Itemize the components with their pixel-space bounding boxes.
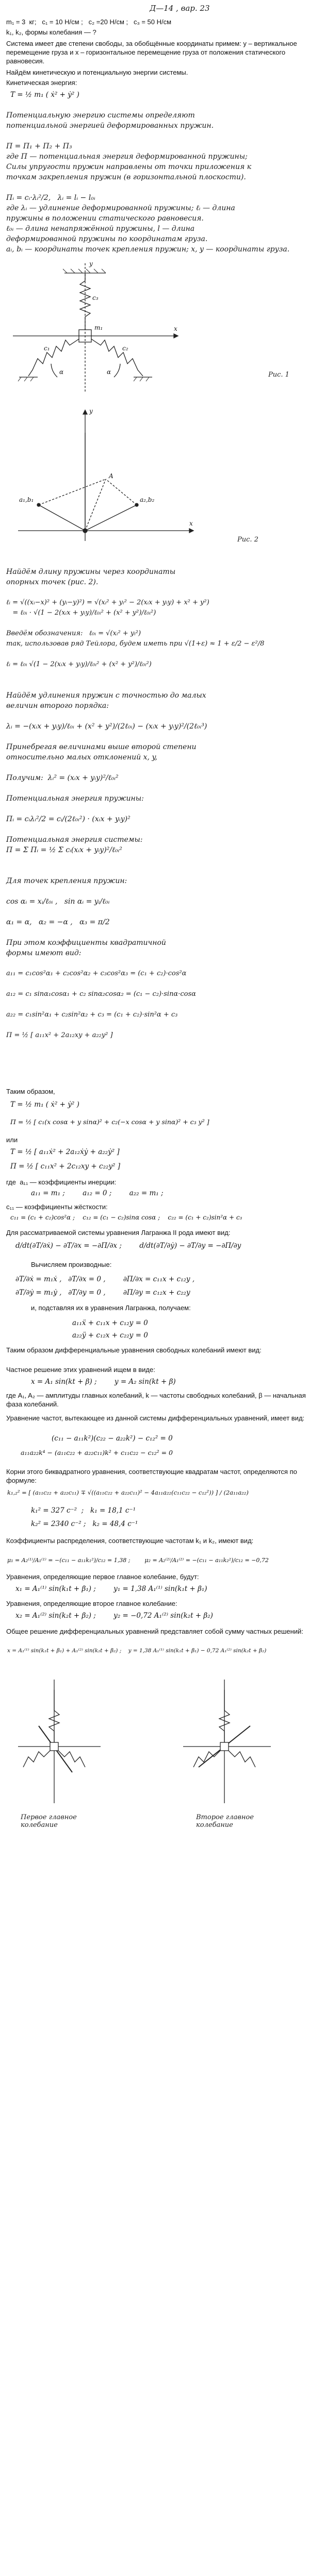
general-intro: Общее решение дифференциальных уравнений представляет собой сумму частных решений: <box>6 1628 303 1635</box>
mass-point <box>83 529 87 533</box>
variant-header: Д—14 , вар. 23 <box>150 4 210 13</box>
derivatives-heading: Вычисляем производные: <box>31 1261 112 1268</box>
differential-equations: a₁₁ẍ + c₁₁x + c₁₂y = 0 a₂₂ÿ + c₁₂x + c₂₂y = 0 <box>72 1319 148 1340</box>
first-mode-intro: Уравнения, определяющие первое главное колебание, будут: <box>6 1573 199 1581</box>
angle-arc-right <box>114 364 120 377</box>
label2-y: y <box>89 408 93 415</box>
handwriting-spring-length: Найдём длину пружины через координаты опорных точек (рис. 2). <box>6 568 176 586</box>
second-mode: x₂ = A₁⁽²⁾ sin(k₂t + β₂) ; y₂ = −0,72 A₁⁽²⁾ sin(k₂t + β₂) <box>15 1612 213 1620</box>
mode1-spring-left <box>23 1747 54 1767</box>
or-word: или <box>6 1136 18 1144</box>
label2-a1b1: a₁,b₁ <box>19 496 34 503</box>
y-axis-2-arrow <box>83 410 87 414</box>
deformed-c2 <box>106 479 137 505</box>
mode-1-caption: Первое главное колебание <box>21 1814 77 1829</box>
label2-A: A <box>109 472 113 480</box>
first-mode: x₁ = A₁⁽¹⁾ sin(k₁t + β₁) ; y₁ = 1,38 A₁⁽¹⁾ sin(k₁t + β₁) <box>15 1585 207 1593</box>
intro-text: Система имеет две степени свободы, за обобщённые координаты примем: y – вертикальное перемещение груза и x – горизонтальное перемещение груза от положения статического равновесия. <box>6 40 299 65</box>
handwriting-elongation: Найдём удлинения пружин с точностью до малых величин второго порядка: λᵢ = −(xᵢx + yᵢy)/ℓ₀ᵢ + (x² + y²)/(2ℓ₀ᵢ) − (xᵢx + yᵢy)²/(2ℓ₀ᵢ³) Принебрегая величинами выше второй степени относительно малых отклонений x, y, Получим: λᵢ² = (xᵢx + yᵢy)²/ℓ₀ᵢ² Потенциальная энергия пружины: Пᵢ = cᵢλᵢ²/2 = cᵢ/(2ℓ₀ᵢ²) · (xᵢx + yᵢy)² Потенциальная энергия системы: П = Σ Пᵢ = ½ Σ cᵢ(xᵢx + yᵢy)²/ℓ₀ᵢ² <box>6 691 207 854</box>
spring-line-c1 <box>39 505 85 531</box>
kinetic-heading: Кинетическая энергия: <box>6 79 77 87</box>
k2-value: k₂² = 2340 с⁻² ; k₂ = 48,4 с⁻¹ <box>31 1520 138 1528</box>
mode-2-caption: Второе главное колебание <box>196 1814 254 1829</box>
spring-c1 <box>28 339 79 376</box>
summary-heading: Таким образом, <box>6 1088 55 1095</box>
figure-1-diagram <box>8 258 317 402</box>
lagrange-equations: d/dt(∂T/∂ẋ) − ∂T/∂x = −∂П/∂x ; d/dt(∂T/∂ẏ) − ∂T/∂y = −∂П/∂y <box>15 1242 241 1250</box>
label-x: x <box>174 325 177 332</box>
label2-a2b2: a₂,b₂ <box>140 496 155 503</box>
mode1-mass <box>50 1742 58 1751</box>
find-line: k₁, k₂, формы колебания — ? <box>6 28 96 36</box>
summary-p: П = ½ [ c₁(x cosα + y sinα)² + c₂(−x cosα + y sinα)² + c₃ y² ] <box>10 1118 209 1126</box>
distribution-intro: Коэффициенты распределения, соответствующие частотам k₁ и k₂, имеют вид: <box>6 1537 254 1545</box>
solution-form-intro: Частное решение этих уравнений ищем в виде: <box>6 1366 155 1374</box>
label-c1: c₁ <box>44 345 50 352</box>
second-mode-intro: Уравнения, определяющие второе главное колебание: <box>6 1600 177 1607</box>
p-quadratic: П = ½ [ c₁₁x² + 2c₁₂xy + c₂₂y² ] <box>10 1162 120 1171</box>
k1-value: k₁² = 327 с⁻² ; k₁ = 18,1 с⁻¹ <box>31 1506 136 1515</box>
label2-x: x <box>189 520 193 527</box>
roots-formula: k₁,₂² = [ (a₁₁c₂₂ + a₂₂c₁₁) ∓ √((a₁₁c₂₂ + a₂₂c₁₁)² − 4a₁₁a₂₂(c₁₁c₂₂ − c₁₂²)) ] / (2a₁₁a₂₂) <box>7 1489 249 1496</box>
frequency-equation-intro: Уравнение частот, вытекающее из данной системы дифференциальных уравнений, имеет вид: <box>6 1414 305 1422</box>
figure-2-caption: Рис. 2 <box>237 536 258 544</box>
stiffness-values: c₁₁ = (c₁ + c₂)cos²α ; c₁₂ = (c₁ − c₂)sinα cosα ; c₂₂ = (c₁ + c₂)sin²α + c₃ <box>10 1214 242 1221</box>
t-quadratic: T = ½ [ a₁₁ẋ² + 2a₁₂ẋẏ + a₂₂ẏ² ] <box>10 1148 120 1156</box>
solution-form: x = A₁ sin(kt + β) ; y = A₂ sin(kt + β) <box>31 1378 176 1386</box>
frequency-equation: (c₁₁ − a₁₁k²)(c₂₂ − a₂₂k²) − c₁₂² = 0 <box>52 1434 173 1443</box>
handwriting-angles: Для точек крепления пружин: cos αᵢ = xᵢ/ℓ₀ᵢ , sin αᵢ = yᵢ/ℓ₀ᵢ α₁ = α, α₂ = −α , α₃ = π/2 При этом коэффициенты квадратичной формы имеют вид: <box>6 877 166 957</box>
summary-t: T = ½ m₁ ( ẋ² + ẏ² ) <box>10 1100 79 1109</box>
x-axis-arrow <box>174 334 178 338</box>
spring-c2 <box>91 339 143 376</box>
frequency-expanded: a₁₁a₂₂k⁴ − (a₁₁c₂₂ + a₂₂c₁₁)k² + c₁₁c₂₂ − c₁₂² = 0 <box>21 1449 173 1456</box>
derivatives: ∂T/∂ẋ = m₁ẋ , ∂T/∂x = 0 , ∂П/∂x = c₁₁x + c₁₂y , ∂T/∂ẏ = m₁ẏ , ∂T/∂y = 0 , ∂П/∂y = c₁₂x + c₂₂y <box>15 1275 195 1297</box>
inertia-note: где a₁₁ — коэффициенты инерции: <box>6 1178 117 1186</box>
label-c3: c₃ <box>92 294 99 301</box>
label-y: y <box>89 260 93 267</box>
roots-intro: Корни этого биквадратного уравнения, соответствующие квадратам частот, определяются по формуле: <box>6 1468 299 1484</box>
anchor-a1 <box>37 503 40 506</box>
angle-arc-left <box>51 364 57 377</box>
label-alpha-right: α <box>107 368 111 376</box>
system-note: Таким образом дифференциальные уравнения свободных колебаний имеют вид: <box>6 1346 262 1354</box>
distribution-values: μ₁ = A₂⁽¹⁾/A₁⁽¹⁾ = −(c₁₁ − a₁₁k₁²)/c₁₂ = 1,38 ; μ₂ = A₂⁽²⁾/A₁⁽²⁾ = −(c₁₁ − a₁₁k₂²)/c₁₂ = −0,72 <box>7 1557 269 1564</box>
kinetic-formula: T = ½ m₁ ( ẋ² + ẏ² ) <box>10 91 79 99</box>
label-c2: c₂ <box>122 345 128 352</box>
solution-note: где A₁, A₂ — амплитуды главных колебаний, k — частоты свободных колебаний, β — начальная фаза колебаний. <box>6 1392 308 1408</box>
mode1-spring-right <box>54 1747 85 1767</box>
task-line: Найдём кинетическую и потенциальную энергии системы. <box>6 69 188 76</box>
figure-1-caption: Рис. 1 <box>268 371 289 379</box>
mode2-spring-right <box>224 1747 255 1767</box>
label-alpha-left: α <box>59 368 64 376</box>
figure-2-diagram <box>8 402 317 556</box>
label-m1: m₁ <box>94 324 103 331</box>
spring-line-c2 <box>85 505 137 531</box>
substitute-note: и, подставляя их в уравнения Лагранжа, получаем: <box>31 1304 191 1312</box>
general-solution: x = A₁⁽¹⁾ sin(k₁t + β₁) + A₁⁽²⁾ sin(k₂t + β₂) ; y = 1,38 A₁⁽¹⁾ sin(k₁t + β₁) − 0,72 A₁⁽²⁾ sin(k₂t + β₂) <box>7 1648 267 1654</box>
stiffness-note: c₁₁ — коэффициенты жёсткости: <box>6 1203 108 1211</box>
displaced-line <box>85 479 106 531</box>
anchor-a2 <box>135 503 138 506</box>
mode-shapes-diagram <box>8 1669 317 1824</box>
mode2-mass <box>220 1742 229 1751</box>
deformed-c1 <box>39 479 106 505</box>
lagrange-intro: Для рассматриваемой системы уравнения Лагранжа II рода имеют вид: <box>6 1229 231 1236</box>
handwriting-quadratic-coefficients: a₁₁ = c₁cos²α₁ + c₂cos²α₂ + c₃cos²α₃ = (c₁ + c₂)·cos²α a₁₂ = c₁ sinα₁cosα₁ + c₂ sinα₂cosα₂ = (c₁ − c₂)·sinα·cosα a₂₂ = c₁sin²α₁ + c₂sin²α₂ + c₃ = (c₁ + c₂)·sin²α + c₃ П = ½ [ a₁₁x² + 2a₁₂xy + a₂₂y² ] <box>6 970 196 1039</box>
given-data: m₁ = 3 кг; c₁ = 10 Н/см ; c₂ =20 Н/см ; c₃ = 50 Н/см <box>6 18 172 26</box>
handwriting-potential-energy: Потенциальную энергию системы определяют потенциальной энергией деформированных пружин. П = П₁ + П₂ + П₃ где П — потенциальная энергия деформированной пружины; Силы упругости пружин направлены от точки приложения к точкам закрепления пружин (в горизонтальной плоскости). Пᵢ = cᵢ·λᵢ²/2, λᵢ = lᵢ − l₀ᵢ где λᵢ — удлинение деформированной пружины; ℓᵢ — длина пружины в положении статического равновесия. ℓ₀ᵢ — длина ненапряжённой пружины, l — длина деформированной пружины по координатам груза. aᵢ, bᵢ — координаты точек крепления пружин; x, y — координаты груза. <box>6 111 290 253</box>
x-axis-2-arrow <box>189 529 193 533</box>
inertia-values: a₁₁ = m₁ ; a₁₂ = 0 ; a₂₂ = m₁ ; <box>31 1189 164 1197</box>
handwriting-length-expansion: ℓᵢ = √((xᵢ−x)² + (yᵢ−y)²) = √(xᵢ² + yᵢ² − 2(xᵢx + yᵢy) + x² + y²) = ℓ₀ᵢ · √(1 − 2(xᵢx + yᵢy)/ℓ₀ᵢ² + (x² + y²)/ℓ₀ᵢ²) Введём обозначения: ℓ₀ᵢ = √(xᵢ² + yᵢ²) так, использовав ряд Тейлора, будем иметь при √(1+ε) ≈ 1 + ε/2 − ε²/8 ℓᵢ = ℓ₀ᵢ √(1 − 2(xᵢx + yᵢy)/ℓ₀ᵢ² + (x² + y²)/ℓ₀ᵢ²) <box>6 599 265 668</box>
